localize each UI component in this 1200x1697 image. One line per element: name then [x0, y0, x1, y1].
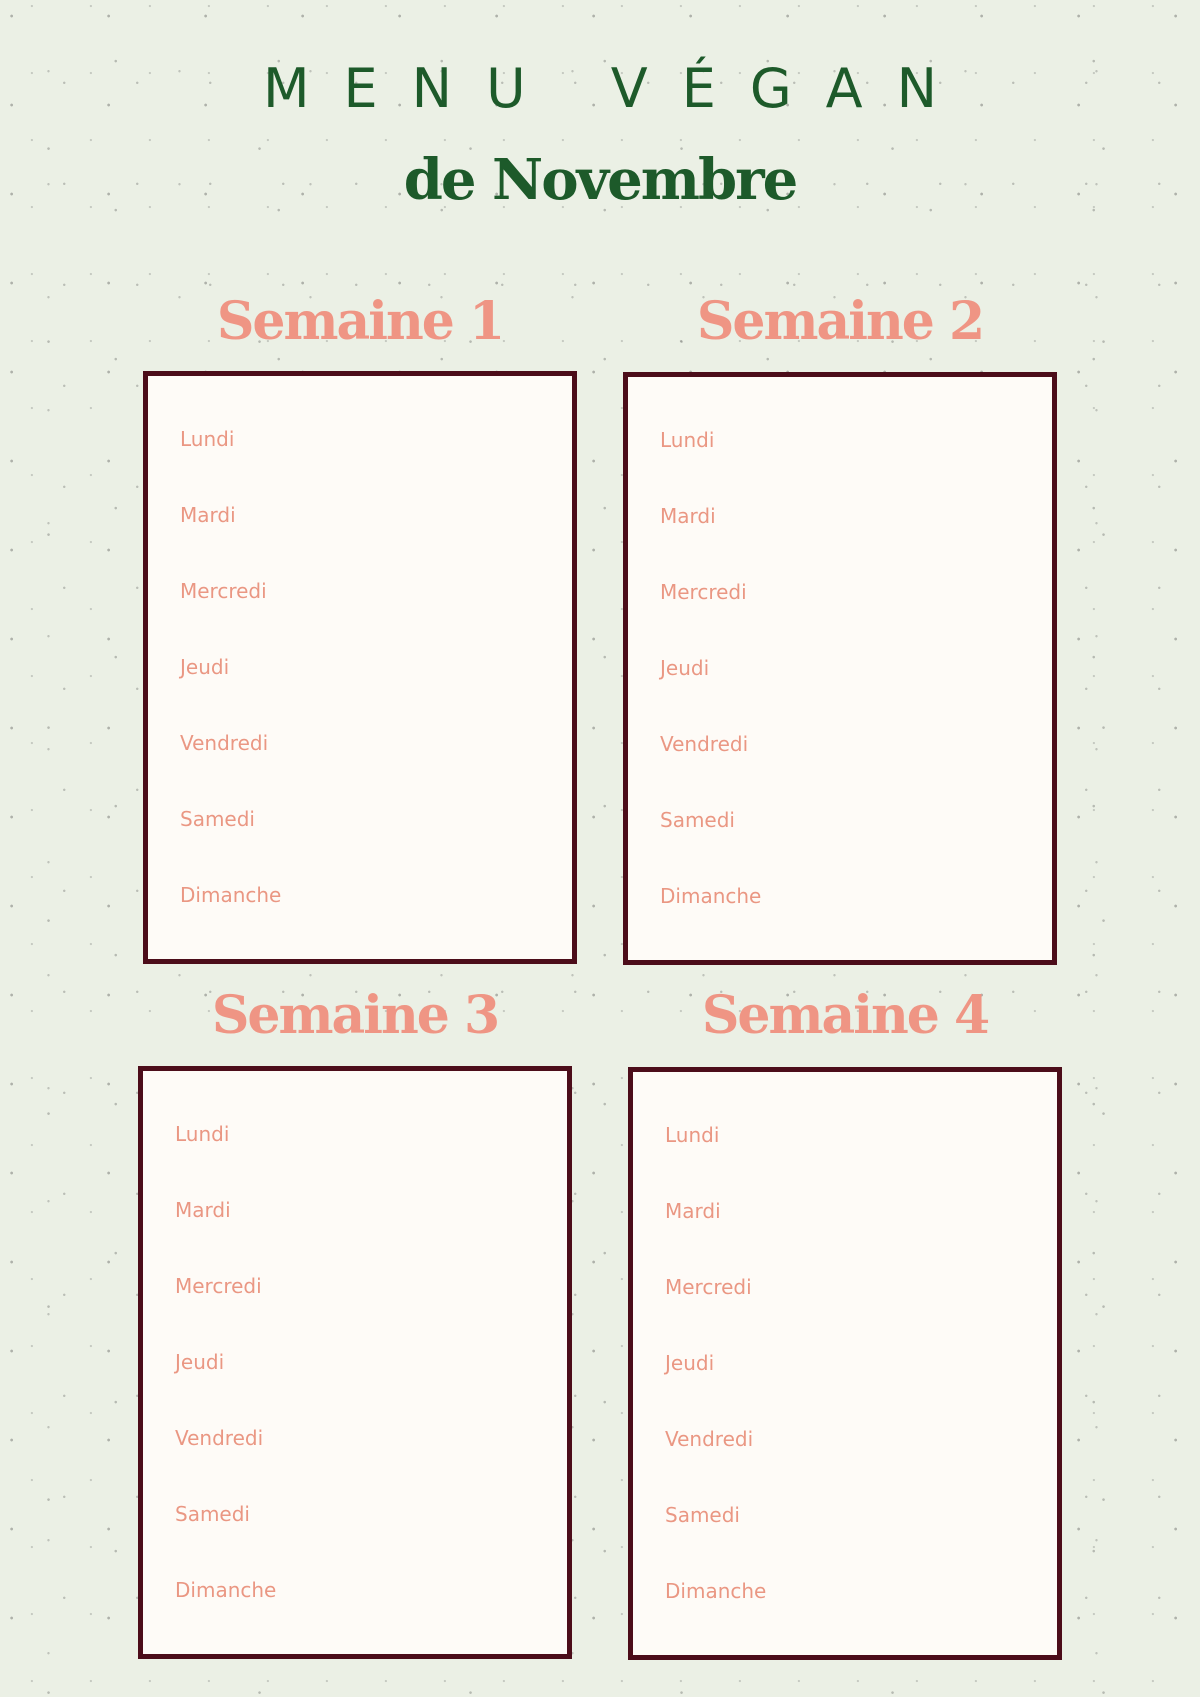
week-2-box [623, 372, 1057, 965]
day-label-samedi: Samedi [175, 1502, 250, 1526]
week-1-box [143, 371, 577, 964]
day-label-vendredi: Vendredi [175, 1426, 264, 1450]
day-label-jeudi: Jeudi [660, 656, 710, 680]
day-label-lundi: Lundi [660, 428, 715, 452]
page-title: MENU VÉGAN [262, 57, 972, 120]
day-label-samedi: Samedi [180, 807, 255, 831]
day-label-vendredi: Vendredi [665, 1427, 754, 1451]
day-label-dimanche: Dimanche [660, 884, 762, 908]
day-label-dimanche: Dimanche [180, 883, 282, 907]
day-label-mercredi: Mercredi [175, 1274, 262, 1298]
week-4-box [628, 1067, 1062, 1660]
day-label-mardi: Mardi [665, 1199, 721, 1223]
day-label-dimanche: Dimanche [175, 1578, 277, 1602]
day-label-jeudi: Jeudi [180, 655, 230, 679]
day-label-mercredi: Mercredi [660, 580, 747, 604]
day-label-samedi: Samedi [665, 1503, 740, 1527]
day-label-mercredi: Mercredi [665, 1275, 752, 1299]
day-label-vendredi: Vendredi [660, 732, 749, 756]
day-label-lundi: Lundi [180, 427, 235, 451]
day-label-dimanche: Dimanche [665, 1579, 767, 1603]
page-subtitle: de Novembre [403, 147, 797, 213]
day-label-lundi: Lundi [665, 1123, 720, 1147]
day-label-jeudi: Jeudi [665, 1351, 715, 1375]
week-4-heading: Semaine 4 [701, 985, 989, 1046]
week-2-heading: Semaine 2 [696, 291, 984, 352]
day-label-mardi: Mardi [660, 504, 716, 528]
day-label-mardi: Mardi [180, 503, 236, 527]
week-1-heading: Semaine 1 [216, 291, 504, 352]
day-label-vendredi: Vendredi [180, 731, 269, 755]
day-label-lundi: Lundi [175, 1122, 230, 1146]
day-label-samedi: Samedi [660, 808, 735, 832]
day-label-mardi: Mardi [175, 1198, 231, 1222]
week-3-box [138, 1066, 572, 1659]
day-label-mercredi: Mercredi [180, 579, 267, 603]
day-label-jeudi: Jeudi [175, 1350, 225, 1374]
week-3-heading: Semaine 3 [211, 985, 499, 1046]
